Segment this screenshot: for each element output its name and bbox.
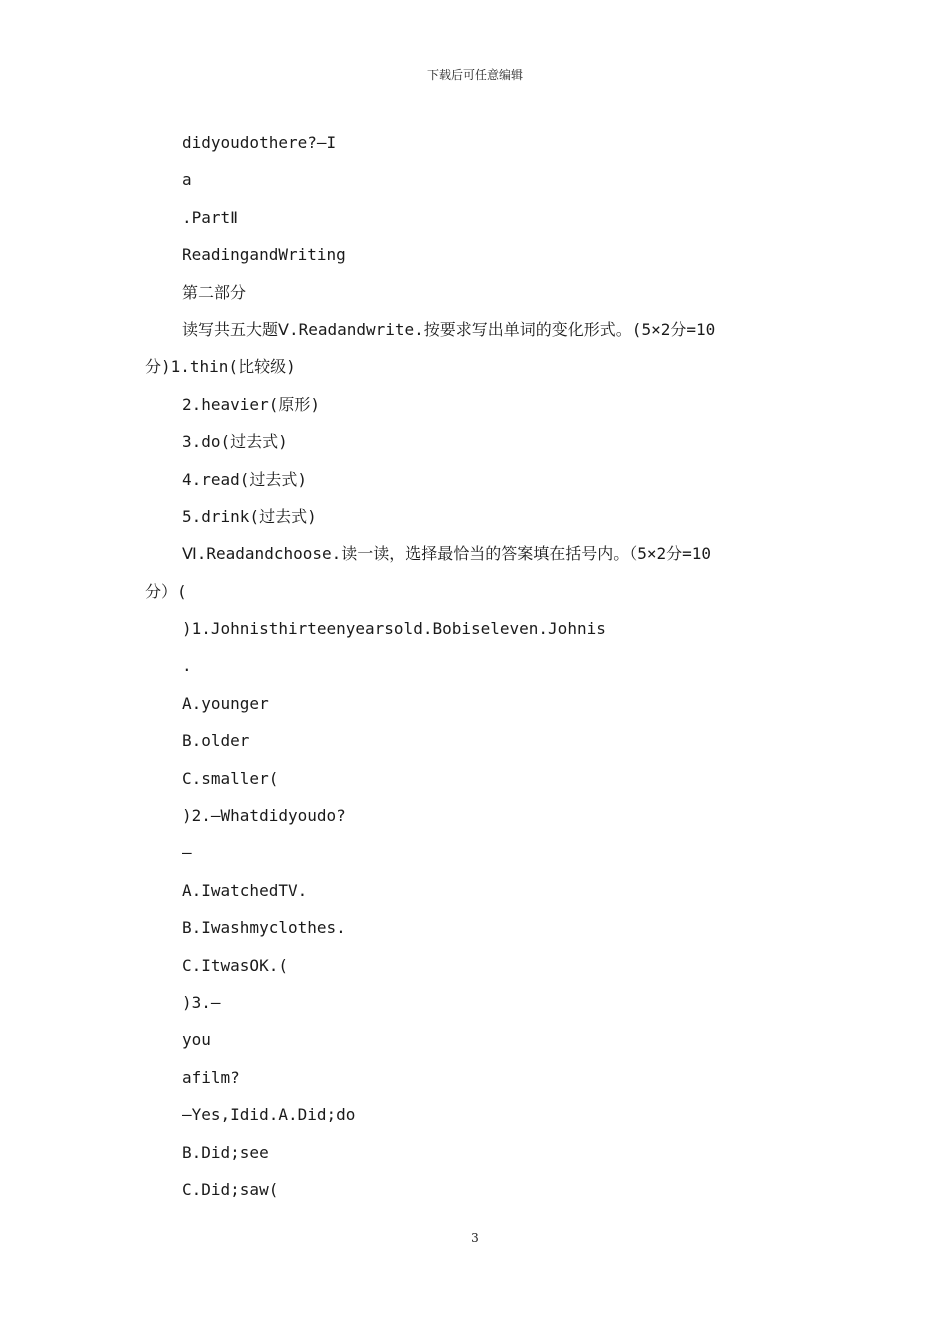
question-vi-item-2: )2.—Whatdidyoudo?	[182, 806, 346, 826]
question-vi-heading-cont: 分）(	[145, 581, 187, 601]
option-b: B.older	[182, 731, 250, 751]
question-v-item-1: 分)1.thin(比较级)	[145, 357, 296, 377]
question-v-item-3: 3.do(过去式)	[182, 432, 288, 452]
option-c: C.ItwasOK.(	[182, 955, 288, 975]
option-b: B.Iwashmyclothes.	[182, 918, 346, 938]
text-line: —	[182, 843, 192, 863]
option-b: B.Did;see	[182, 1142, 269, 1162]
text-line: .PartⅡ	[182, 207, 239, 227]
option-c: C.smaller(	[182, 768, 279, 788]
question-vi-item-3: )3.—	[182, 992, 221, 1012]
text-line: a	[182, 170, 192, 190]
question-vi-item-1: )1.Johnisthirteenyearsold.Bobiseleven.Johnis	[182, 619, 606, 639]
question-vi-heading: Ⅵ.Readandchoose.读一读，选择最恰当的答案填在括号内。（5×2分=10	[182, 544, 712, 564]
text-line: ReadingandWriting	[182, 245, 346, 265]
text-line: you	[182, 1030, 211, 1050]
option-c: C.Did;saw(	[182, 1179, 279, 1199]
question-v-item-5: 5.drink(过去式)	[182, 506, 317, 526]
page-header: 下载后可任意编辑	[426, 68, 523, 82]
text-line: didyoudothere?—I	[182, 133, 337, 152]
text-line: .	[182, 656, 192, 676]
question-v-item-4: 4.read(过去式)	[182, 469, 308, 489]
question-v-heading: 读写共五大题Ⅴ.Readandwrite.按要求写出单词的变化形式。(5×2分=10	[182, 319, 716, 339]
document-body	[145, 124, 810, 1208]
option-a: —Yes,Idid.A.Did;do	[182, 1105, 356, 1125]
page-number: 3	[471, 1231, 479, 1245]
section-heading: 第二部分	[182, 282, 247, 302]
question-v-item-2: 2.heavier(原形)	[182, 394, 320, 414]
option-a: A.younger	[182, 693, 269, 713]
text-line: afilm?	[182, 1067, 240, 1087]
option-a: A.IwatchedTV.	[182, 880, 308, 900]
